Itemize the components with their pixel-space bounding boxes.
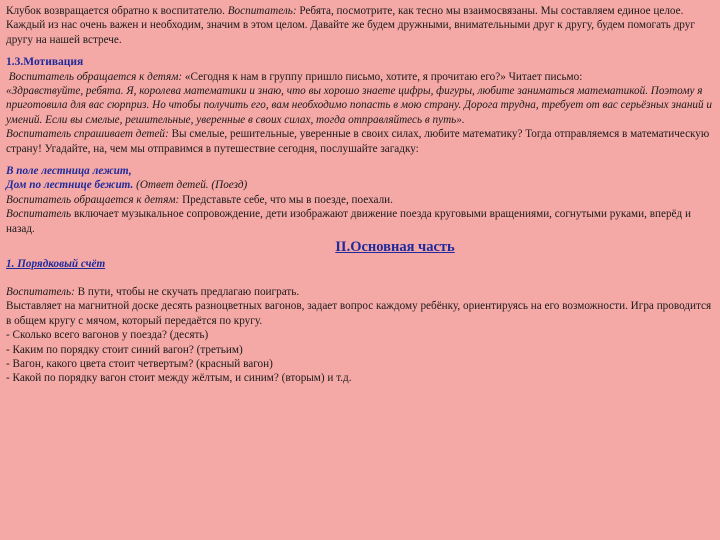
riddle-step-2 — [6, 207, 714, 236]
riddle-line-1: В поле лестница лежит, — [6, 165, 132, 178]
ordinal-intro-text: В пути, чтобы не скучать предлагаю поиграть. — [74, 285, 300, 298]
motivation-intro-text: «Сегодня к нам в группу пришло письмо, хотите, я прочитаю его?» Читает письмо: — [182, 70, 583, 83]
question-3: - Вагон, какого цвета стоит четвертым? (красный вагон) — [6, 357, 273, 370]
riddle-answer: (Ответ детей. (Поезд) — [133, 179, 248, 192]
intro-paragraph — [6, 4, 714, 47]
speaker-label: Воспитатель спрашивает детей: — [6, 128, 169, 141]
motivation-question-text: Вы смелые, решительные, уверенные в своих силах, любите математику? Тогда отправляемся в математическую страну! Угадайте, на, чем мы отправимся в путешествие сегодня, послушайте загадку: — [6, 128, 710, 155]
intro-text: Ребята, посмотрите, как тесно мы взаимосвязаны. Мы составляем единое целое. Каждый из нас очень важен и необходим, значим в этом целом. Давайте же будем дружными, внимательными друг к другу, будем помогать друг другу на нашей встрече. — [6, 5, 695, 46]
speaker-label: Воспитатель обращается к детям: — [6, 193, 180, 206]
ordinal-description: Выставляет на магнитной доске десять разноцветных вагонов, задает вопрос каждому ребёнку, ориентируясь на его возможности. Игра проводится в общем кругу с мячом, который передаётся по кругу. — [6, 300, 712, 327]
speaker-label: Воспитатель: — [227, 5, 297, 17]
intro-lead: Клубок возвращается обратно к воспитателю. — [6, 5, 228, 17]
speaker-label: Воспитатель — [6, 208, 72, 221]
riddle-step-2-text: включает музыкальное сопровождение, дети изображают движение поезда круговыми вращениями, согнутыми руками, вперёд и назад. — [6, 208, 691, 235]
riddle-line-2-wrap — [6, 178, 714, 192]
ordinal-count-heading: 1. Порядковый счёт — [6, 257, 106, 270]
riddle-line-2: Дом по лестнице бежит. — [6, 179, 134, 192]
speaker-label: Воспитатель обращается к детям: — [8, 70, 183, 83]
question-1: - Сколько всего вагонов у поезда? (десять) — [6, 329, 209, 342]
letter-text: «Здравствуйте, ребята. Я, королева математики и знаю, что вы хорошо знаете цифры, фигуры, любите заниматься математикой. Поэтому я приготовила для вас сюрприз. Но чтобы получить его, вам необходимо попасть в мою страну. Дорога трудна, требует от вас серьёзных знаний и умений. Если вы смелые, решительные, уверенные в своих силах, тогда отправляйтесь в путь». — [6, 85, 713, 126]
motivation-question — [6, 127, 714, 156]
motivation-intro — [6, 70, 714, 84]
main-section-heading: II.Основная часть — [335, 239, 455, 256]
riddle-step-1 — [6, 193, 714, 207]
section-heading-motivation: 1.3.Мотивация — [6, 56, 84, 69]
speaker-label: Воспитатель: — [6, 285, 75, 298]
question-2: - Каким по порядку стоит синий вагон? (третьим) — [6, 343, 243, 356]
ordinal-intro — [6, 285, 714, 299]
riddle-step-1-text: Представьте себе, что мы в поезде, поехали. — [179, 193, 393, 206]
question-4: - Какой по порядку вагон стоит между жёлтым, и синим? (вторым) и т.д. — [6, 372, 352, 385]
